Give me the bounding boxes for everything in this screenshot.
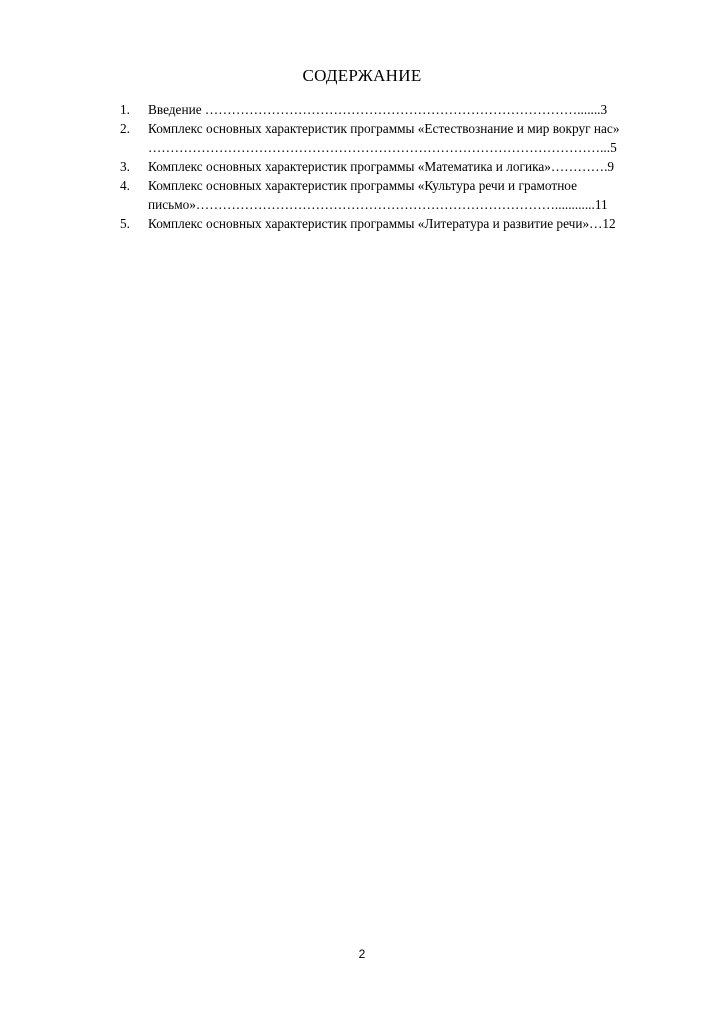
toc-item-text: Комплекс основных характеристик программы «Культура речи и грамотное bbox=[148, 178, 578, 193]
toc-item-number: 1. bbox=[120, 102, 130, 117]
toc-item bbox=[120, 119, 670, 138]
page-number: 2 bbox=[358, 947, 366, 961]
toc-item-text: Введение ………………………………………………………………………….......3 bbox=[148, 102, 608, 117]
toc-item-text-continued: …………………………………………………………………………………………...5 bbox=[148, 140, 617, 155]
toc-item-text: Комплекс основных характеристик программы «Литература и развитие речи»…12 bbox=[148, 216, 616, 231]
toc-item-number: 3. bbox=[120, 159, 130, 174]
toc-item-number: 2. bbox=[120, 121, 130, 136]
table-of-contents bbox=[120, 100, 670, 233]
page-title: СОДЕРЖАНИЕ bbox=[302, 66, 422, 85]
toc-item bbox=[120, 176, 670, 195]
toc-item-number: 5. bbox=[120, 216, 130, 231]
toc-item bbox=[120, 100, 670, 119]
toc-item-text: Комплекс основных характеристик программы «Математика и логика»………….9 bbox=[148, 159, 615, 174]
toc-item-continuation bbox=[120, 138, 670, 157]
toc-item bbox=[120, 214, 670, 233]
toc-item bbox=[120, 157, 670, 176]
toc-item-number: 4. bbox=[120, 178, 130, 193]
toc-item-continuation bbox=[120, 195, 670, 214]
toc-item-text-continued: письмо»………………………………………………………………………............11 bbox=[148, 197, 608, 212]
toc-item-text: Комплекс основных характеристик программы «Естествознание и мир вокруг нас» bbox=[148, 121, 620, 136]
